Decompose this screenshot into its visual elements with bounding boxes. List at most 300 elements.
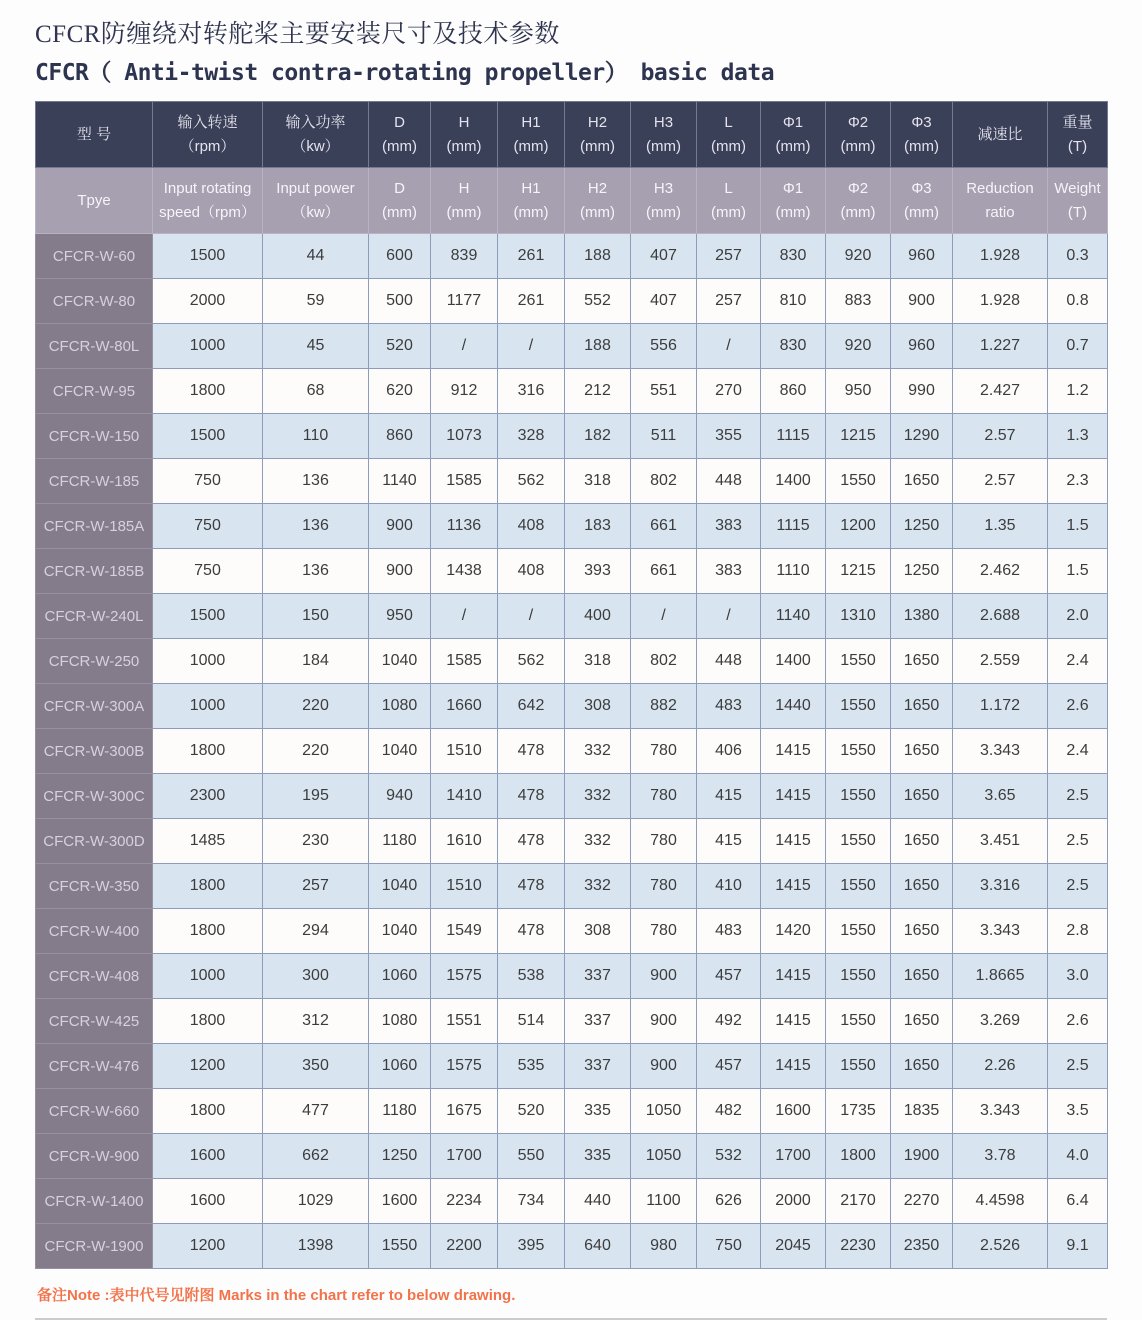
- value-cell: 551: [631, 369, 697, 414]
- value-cell: 188: [565, 324, 631, 369]
- model-cell: CFCR-W-240L: [36, 594, 153, 639]
- header-cell: Φ2 (mm): [826, 102, 891, 168]
- value-cell: 661: [631, 549, 697, 594]
- value-cell: 3.316: [953, 864, 1048, 909]
- value-cell: 1650: [891, 954, 953, 999]
- value-cell: 1550: [826, 774, 891, 819]
- value-cell: 1700: [431, 1134, 498, 1179]
- value-cell: 1650: [891, 774, 953, 819]
- value-cell: 1.8665: [953, 954, 1048, 999]
- value-cell: 1835: [891, 1089, 953, 1134]
- value-cell: 3.451: [953, 819, 1048, 864]
- value-cell: 1250: [369, 1134, 431, 1179]
- value-cell: 478: [498, 774, 565, 819]
- table-row: [36, 279, 1108, 324]
- value-cell: 2.3: [1048, 459, 1108, 504]
- value-cell: 1.35: [953, 504, 1048, 549]
- value-cell: 136: [263, 549, 369, 594]
- value-cell: 400: [565, 594, 631, 639]
- value-cell: 195: [263, 774, 369, 819]
- value-cell: 2.26: [953, 1044, 1048, 1089]
- value-cell: 1650: [891, 1044, 953, 1089]
- header-cell: H (mm): [431, 102, 498, 168]
- value-cell: 883: [826, 279, 891, 324]
- value-cell: 3.343: [953, 1089, 1048, 1134]
- header-cell: Input power （kw）: [263, 168, 369, 234]
- value-cell: 1800: [826, 1134, 891, 1179]
- value-cell: 2.427: [953, 369, 1048, 414]
- value-cell: 2234: [431, 1179, 498, 1224]
- value-cell: 1415: [761, 1044, 826, 1089]
- value-cell: 4.4598: [953, 1179, 1048, 1224]
- value-cell: /: [498, 324, 565, 369]
- value-cell: 1800: [153, 999, 263, 1044]
- page-title-chinese: CFCR防缠绕对转舵桨主要安装尺寸及技术参数: [35, 21, 560, 48]
- header-cell: 重量 (T): [1048, 102, 1108, 168]
- value-cell: 1040: [369, 909, 431, 954]
- value-cell: 1060: [369, 954, 431, 999]
- value-cell: 1550: [826, 459, 891, 504]
- value-cell: 2.462: [953, 549, 1048, 594]
- value-cell: 538: [498, 954, 565, 999]
- value-cell: 860: [369, 414, 431, 459]
- value-cell: 1550: [369, 1224, 431, 1269]
- value-cell: 110: [263, 414, 369, 459]
- model-cell: CFCR-W-300B: [36, 729, 153, 774]
- value-cell: /: [631, 594, 697, 639]
- value-cell: 408: [498, 504, 565, 549]
- header-cell: D (mm): [369, 168, 431, 234]
- value-cell: 1438: [431, 549, 498, 594]
- value-cell: 2.0: [1048, 594, 1108, 639]
- value-cell: 1410: [431, 774, 498, 819]
- value-cell: 1550: [826, 819, 891, 864]
- value-cell: 1500: [153, 234, 263, 279]
- value-cell: 2.526: [953, 1224, 1048, 1269]
- value-cell: 415: [697, 774, 761, 819]
- value-cell: 1310: [826, 594, 891, 639]
- model-cell: CFCR-W-185A: [36, 504, 153, 549]
- value-cell: 1177: [431, 279, 498, 324]
- value-cell: 1650: [891, 819, 953, 864]
- value-cell: 550: [498, 1134, 565, 1179]
- value-cell: 2350: [891, 1224, 953, 1269]
- model-cell: CFCR-W-60: [36, 234, 153, 279]
- value-cell: 2.688: [953, 594, 1048, 639]
- header-cell: H1 (mm): [498, 168, 565, 234]
- value-cell: 1550: [826, 954, 891, 999]
- value-cell: 1551: [431, 999, 498, 1044]
- header-cell: 型 号: [36, 102, 153, 168]
- value-cell: 220: [263, 684, 369, 729]
- value-cell: 1800: [153, 729, 263, 774]
- value-cell: 562: [498, 639, 565, 684]
- value-cell: 950: [826, 369, 891, 414]
- header-cell: L (mm): [697, 168, 761, 234]
- value-cell: 1040: [369, 729, 431, 774]
- value-cell: 0.7: [1048, 324, 1108, 369]
- value-cell: 2.8: [1048, 909, 1108, 954]
- value-cell: /: [697, 324, 761, 369]
- table-row: [36, 954, 1108, 999]
- value-cell: 1415: [761, 729, 826, 774]
- value-cell: 626: [697, 1179, 761, 1224]
- table-row: [36, 594, 1108, 639]
- value-cell: 2.57: [953, 459, 1048, 504]
- value-cell: 1440: [761, 684, 826, 729]
- value-cell: 4.0: [1048, 1134, 1108, 1179]
- value-cell: 960: [891, 324, 953, 369]
- header-cell: 减速比: [953, 102, 1048, 168]
- value-cell: 1200: [153, 1044, 263, 1089]
- model-cell: CFCR-W-150: [36, 414, 153, 459]
- value-cell: 1650: [891, 864, 953, 909]
- value-cell: /: [431, 324, 498, 369]
- value-cell: 3.78: [953, 1134, 1048, 1179]
- value-cell: 780: [631, 864, 697, 909]
- value-cell: 1900: [891, 1134, 953, 1179]
- value-cell: 780: [631, 774, 697, 819]
- value-cell: 1550: [826, 864, 891, 909]
- value-cell: 407: [631, 234, 697, 279]
- header-cell: Input rotating speed（rpm）: [153, 168, 263, 234]
- value-cell: 1800: [153, 369, 263, 414]
- value-cell: 478: [498, 819, 565, 864]
- value-cell: 1800: [153, 864, 263, 909]
- model-cell: CFCR-W-95: [36, 369, 153, 414]
- value-cell: /: [697, 594, 761, 639]
- value-cell: 1550: [826, 684, 891, 729]
- value-cell: 520: [498, 1089, 565, 1134]
- header-cell: Φ3 (mm): [891, 102, 953, 168]
- value-cell: 188: [565, 234, 631, 279]
- value-cell: 1290: [891, 414, 953, 459]
- model-cell: CFCR-W-80L: [36, 324, 153, 369]
- value-cell: 750: [153, 459, 263, 504]
- value-cell: 2.559: [953, 639, 1048, 684]
- value-cell: 1000: [153, 954, 263, 999]
- value-cell: 1060: [369, 1044, 431, 1089]
- table-row: [36, 324, 1108, 369]
- table-row: [36, 459, 1108, 504]
- value-cell: 1073: [431, 414, 498, 459]
- value-cell: 2.6: [1048, 684, 1108, 729]
- value-cell: 1000: [153, 324, 263, 369]
- value-cell: 230: [263, 819, 369, 864]
- value-cell: 2000: [153, 279, 263, 324]
- value-cell: 780: [631, 909, 697, 954]
- value-cell: 395: [498, 1224, 565, 1269]
- value-cell: 912: [431, 369, 498, 414]
- value-cell: 3.343: [953, 909, 1048, 954]
- value-cell: 1400: [761, 459, 826, 504]
- value-cell: 1420: [761, 909, 826, 954]
- value-cell: 990: [891, 369, 953, 414]
- value-cell: 6.4: [1048, 1179, 1108, 1224]
- model-cell: CFCR-W-476: [36, 1044, 153, 1089]
- value-cell: 1600: [153, 1179, 263, 1224]
- value-cell: 2170: [826, 1179, 891, 1224]
- value-cell: 0.8: [1048, 279, 1108, 324]
- value-cell: 511: [631, 414, 697, 459]
- table-row: [36, 234, 1108, 279]
- value-cell: 477: [263, 1089, 369, 1134]
- value-cell: 600: [369, 234, 431, 279]
- value-cell: 1675: [431, 1089, 498, 1134]
- value-cell: 662: [263, 1134, 369, 1179]
- model-cell: CFCR-W-250: [36, 639, 153, 684]
- value-cell: 1800: [153, 909, 263, 954]
- value-cell: 2000: [761, 1179, 826, 1224]
- value-cell: 3.65: [953, 774, 1048, 819]
- value-cell: 2300: [153, 774, 263, 819]
- value-cell: 642: [498, 684, 565, 729]
- value-cell: 1400: [761, 639, 826, 684]
- value-cell: 308: [565, 909, 631, 954]
- value-cell: 980: [631, 1224, 697, 1269]
- value-cell: 1040: [369, 864, 431, 909]
- value-cell: 830: [761, 234, 826, 279]
- value-cell: 1550: [826, 999, 891, 1044]
- value-cell: 1500: [153, 414, 263, 459]
- value-cell: 448: [697, 639, 761, 684]
- value-cell: 2270: [891, 1179, 953, 1224]
- value-cell: 406: [697, 729, 761, 774]
- value-cell: 514: [498, 999, 565, 1044]
- value-cell: 1000: [153, 639, 263, 684]
- value-cell: 1398: [263, 1224, 369, 1269]
- value-cell: 337: [565, 1044, 631, 1089]
- value-cell: 220: [263, 729, 369, 774]
- value-cell: 483: [697, 909, 761, 954]
- value-cell: 2.4: [1048, 639, 1108, 684]
- header-cell: Φ3 (mm): [891, 168, 953, 234]
- value-cell: 478: [498, 864, 565, 909]
- value-cell: 920: [826, 234, 891, 279]
- header-cell: H2 (mm): [565, 168, 631, 234]
- value-cell: 900: [891, 279, 953, 324]
- value-cell: 332: [565, 864, 631, 909]
- table-row: [36, 729, 1108, 774]
- model-cell: CFCR-W-185: [36, 459, 153, 504]
- value-cell: 2.5: [1048, 864, 1108, 909]
- value-cell: 328: [498, 414, 565, 459]
- table-row: [36, 1224, 1108, 1269]
- value-cell: 500: [369, 279, 431, 324]
- table-row: [36, 1134, 1108, 1179]
- value-cell: 2045: [761, 1224, 826, 1269]
- value-cell: 1080: [369, 999, 431, 1044]
- value-cell: 1100: [631, 1179, 697, 1224]
- header-cell: H (mm): [431, 168, 498, 234]
- value-cell: 960: [891, 234, 953, 279]
- value-cell: 780: [631, 819, 697, 864]
- model-cell: CFCR-W-300A: [36, 684, 153, 729]
- value-cell: 440: [565, 1179, 631, 1224]
- value-cell: 734: [498, 1179, 565, 1224]
- value-cell: 483: [697, 684, 761, 729]
- value-cell: 1415: [761, 954, 826, 999]
- value-cell: 532: [697, 1134, 761, 1179]
- value-cell: 59: [263, 279, 369, 324]
- header-cell: Tpye: [36, 168, 153, 234]
- value-cell: 1550: [826, 1044, 891, 1089]
- value-cell: 552: [565, 279, 631, 324]
- value-cell: 1.172: [953, 684, 1048, 729]
- value-cell: 410: [697, 864, 761, 909]
- value-cell: 780: [631, 729, 697, 774]
- value-cell: 408: [498, 549, 565, 594]
- header-cell: H2 (mm): [565, 102, 631, 168]
- value-cell: 1600: [153, 1134, 263, 1179]
- table-row: [36, 1089, 1108, 1134]
- value-cell: 1415: [761, 999, 826, 1044]
- header-row-en: [36, 168, 1108, 234]
- value-cell: 1050: [631, 1134, 697, 1179]
- table-row: [36, 819, 1108, 864]
- table-row: [36, 504, 1108, 549]
- value-cell: 1650: [891, 729, 953, 774]
- model-cell: CFCR-W-400: [36, 909, 153, 954]
- value-cell: 318: [565, 639, 631, 684]
- value-cell: 810: [761, 279, 826, 324]
- value-cell: 1660: [431, 684, 498, 729]
- page-title-english: CFCR（ Anti-twist contra-rotating propeller） basic data: [35, 60, 775, 86]
- value-cell: 562: [498, 459, 565, 504]
- value-cell: 1415: [761, 819, 826, 864]
- value-cell: 355: [697, 414, 761, 459]
- value-cell: 900: [631, 1044, 697, 1089]
- value-cell: 1115: [761, 504, 826, 549]
- value-cell: 1600: [761, 1089, 826, 1134]
- table-row: [36, 1044, 1108, 1089]
- value-cell: 1650: [891, 999, 953, 1044]
- value-cell: 1650: [891, 459, 953, 504]
- value-cell: 750: [153, 549, 263, 594]
- value-cell: 337: [565, 954, 631, 999]
- header-cell: 输入功率 （kw）: [263, 102, 369, 168]
- value-cell: 1140: [761, 594, 826, 639]
- value-cell: 1040: [369, 639, 431, 684]
- value-cell: 2200: [431, 1224, 498, 1269]
- value-cell: 182: [565, 414, 631, 459]
- value-cell: 900: [631, 954, 697, 999]
- table-row: [36, 639, 1108, 684]
- model-cell: CFCR-W-900: [36, 1134, 153, 1179]
- value-cell: 350: [263, 1044, 369, 1089]
- value-cell: 520: [369, 324, 431, 369]
- value-cell: 1575: [431, 954, 498, 999]
- model-cell: CFCR-W-425: [36, 999, 153, 1044]
- value-cell: 1029: [263, 1179, 369, 1224]
- value-cell: 44: [263, 234, 369, 279]
- value-cell: 1380: [891, 594, 953, 639]
- header-cell: H3 (mm): [631, 168, 697, 234]
- value-cell: 1415: [761, 774, 826, 819]
- model-cell: CFCR-W-1900: [36, 1224, 153, 1269]
- value-cell: 1510: [431, 729, 498, 774]
- value-cell: 1800: [153, 1089, 263, 1134]
- table-row: [36, 909, 1108, 954]
- value-cell: 1115: [761, 414, 826, 459]
- value-cell: 900: [369, 504, 431, 549]
- value-cell: 45: [263, 324, 369, 369]
- value-cell: 920: [826, 324, 891, 369]
- value-cell: 860: [761, 369, 826, 414]
- header-cell: Φ2 (mm): [826, 168, 891, 234]
- value-cell: 830: [761, 324, 826, 369]
- value-cell: 3.5: [1048, 1089, 1108, 1134]
- value-cell: 312: [263, 999, 369, 1044]
- value-cell: 1136: [431, 504, 498, 549]
- value-cell: 1180: [369, 1089, 431, 1134]
- value-cell: 316: [498, 369, 565, 414]
- value-cell: 1180: [369, 819, 431, 864]
- value-cell: 1.2: [1048, 369, 1108, 414]
- value-cell: 2.4: [1048, 729, 1108, 774]
- value-cell: 2230: [826, 1224, 891, 1269]
- model-cell: CFCR-W-185B: [36, 549, 153, 594]
- header-cell: Reduction ratio: [953, 168, 1048, 234]
- value-cell: 332: [565, 774, 631, 819]
- value-cell: 1140: [369, 459, 431, 504]
- value-cell: 556: [631, 324, 697, 369]
- value-cell: 1215: [826, 549, 891, 594]
- value-cell: 482: [697, 1089, 761, 1134]
- header-cell: Weight (T): [1048, 168, 1108, 234]
- value-cell: 1415: [761, 864, 826, 909]
- value-cell: 950: [369, 594, 431, 639]
- value-cell: 407: [631, 279, 697, 324]
- value-cell: 261: [498, 279, 565, 324]
- value-cell: 415: [697, 819, 761, 864]
- value-cell: 1200: [153, 1224, 263, 1269]
- value-cell: 2.5: [1048, 1044, 1108, 1089]
- table-row: [36, 549, 1108, 594]
- value-cell: 261: [498, 234, 565, 279]
- value-cell: 3.269: [953, 999, 1048, 1044]
- value-cell: 332: [565, 819, 631, 864]
- value-cell: 332: [565, 729, 631, 774]
- value-cell: 270: [697, 369, 761, 414]
- value-cell: 478: [498, 729, 565, 774]
- table-row: [36, 774, 1108, 819]
- value-cell: 1549: [431, 909, 498, 954]
- value-cell: 900: [631, 999, 697, 1044]
- header-cell: H3 (mm): [631, 102, 697, 168]
- value-cell: 68: [263, 369, 369, 414]
- model-cell: CFCR-W-1400: [36, 1179, 153, 1224]
- value-cell: 294: [263, 909, 369, 954]
- value-cell: 2.5: [1048, 819, 1108, 864]
- value-cell: 478: [498, 909, 565, 954]
- value-cell: 1200: [826, 504, 891, 549]
- value-cell: 150: [263, 594, 369, 639]
- value-cell: 448: [697, 459, 761, 504]
- value-cell: 940: [369, 774, 431, 819]
- value-cell: 457: [697, 954, 761, 999]
- value-cell: /: [431, 594, 498, 639]
- table-row: [36, 369, 1108, 414]
- spec-table: [35, 101, 1108, 1269]
- header-cell: D (mm): [369, 102, 431, 168]
- value-cell: 1000: [153, 684, 263, 729]
- value-cell: 1250: [891, 549, 953, 594]
- header-cell: H1 (mm): [498, 102, 565, 168]
- value-cell: 136: [263, 459, 369, 504]
- model-cell: CFCR-W-80: [36, 279, 153, 324]
- value-cell: 335: [565, 1089, 631, 1134]
